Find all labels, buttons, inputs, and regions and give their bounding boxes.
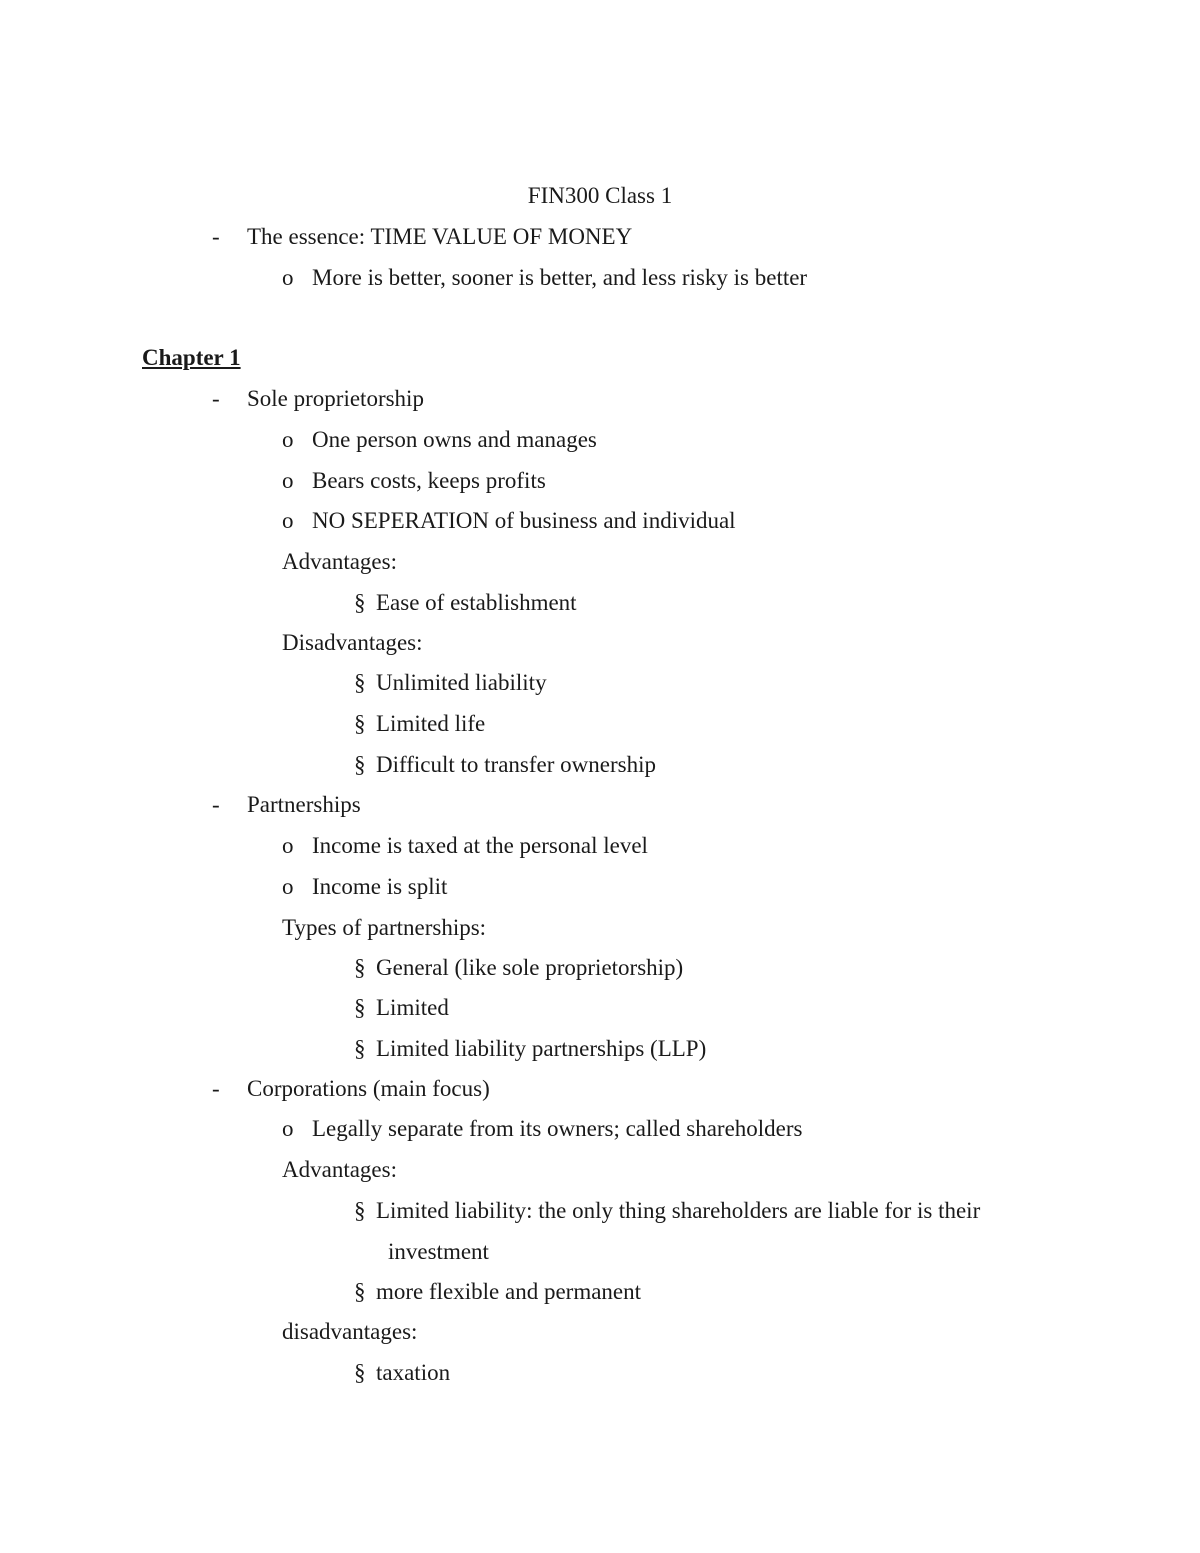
- chapter-heading: Chapter 1: [142, 345, 241, 370]
- list-item: Ease of establishment: [376, 590, 577, 615]
- section-bullet: §: [354, 1360, 366, 1385]
- section-bullet: §: [354, 955, 366, 980]
- sole-proprietorship-item: Sole proprietorship: [247, 386, 424, 411]
- essence-subitem: More is better, sooner is better, and less risky is better: [312, 265, 808, 290]
- list-item: Limited liability partnerships (LLP): [376, 1036, 707, 1061]
- section-bullet: §: [354, 752, 366, 777]
- partnerships-item: Partnerships: [247, 792, 361, 817]
- list-item: One person owns and manages: [312, 427, 597, 452]
- list-item: Limited life: [376, 711, 486, 736]
- dash-bullet: -: [212, 224, 220, 249]
- circle-bullet: o: [282, 468, 294, 493]
- essence-item: The essence: TIME VALUE OF MONEY: [247, 224, 633, 249]
- list-item: Unlimited liability: [376, 670, 547, 695]
- circle-bullet: o: [282, 833, 294, 858]
- list-item: Difficult to transfer ownership: [376, 752, 656, 777]
- section-bullet: §: [354, 995, 366, 1020]
- circle-bullet: o: [282, 508, 294, 533]
- list-item: Bears costs, keeps profits: [312, 468, 546, 493]
- advantages-label: Advantages:: [282, 1157, 397, 1182]
- list-item: Income is split: [312, 874, 448, 899]
- circle-bullet: o: [282, 265, 294, 290]
- section-bullet: §: [354, 1279, 366, 1304]
- disadvantages-label: disadvantages:: [282, 1319, 418, 1344]
- disadvantages-label: Disadvantages:: [282, 630, 423, 655]
- list-item: more flexible and permanent: [376, 1279, 642, 1304]
- list-item: General (like sole proprietorship): [376, 955, 684, 980]
- dash-bullet: -: [212, 1076, 220, 1101]
- types-label: Types of partnerships:: [282, 915, 487, 940]
- list-item-continuation: investment: [388, 1239, 489, 1264]
- advantages-label: Advantages:: [282, 549, 397, 574]
- list-item: Limited liability: the only thing shareholders are liable for is their: [376, 1198, 981, 1223]
- section-bullet: §: [354, 590, 366, 615]
- section-bullet: §: [354, 670, 366, 695]
- dash-bullet: -: [212, 792, 220, 817]
- section-bullet: §: [354, 711, 366, 736]
- list-item: Income is taxed at the personal level: [312, 833, 648, 858]
- section-bullet: §: [354, 1198, 366, 1223]
- dash-bullet: -: [212, 386, 220, 411]
- list-item: Limited: [376, 995, 449, 1020]
- circle-bullet: o: [282, 427, 294, 452]
- document-title: FIN300 Class 1: [527, 183, 673, 208]
- list-item: Legally separate from its owners; called shareholders: [312, 1116, 803, 1141]
- circle-bullet: o: [282, 874, 294, 899]
- list-item: taxation: [376, 1360, 451, 1385]
- corporations-item: Corporations (main focus): [247, 1076, 490, 1101]
- circle-bullet: o: [282, 1116, 294, 1141]
- section-bullet: §: [354, 1036, 366, 1061]
- list-item: NO SEPERATION of business and individual: [312, 508, 736, 533]
